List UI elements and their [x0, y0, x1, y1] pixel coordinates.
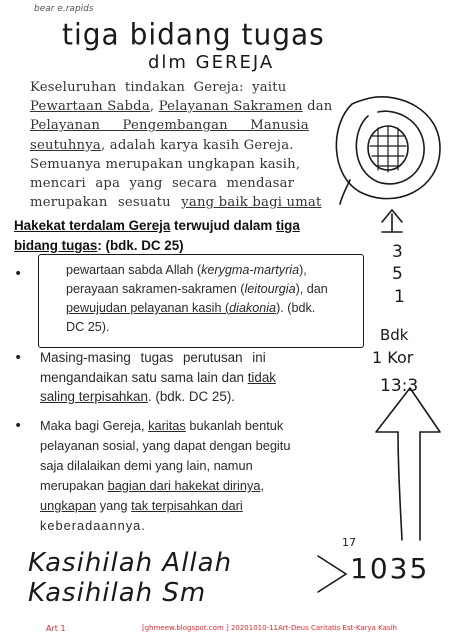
text: pewujudan pelayanan kasih ( [66, 301, 230, 315]
intro-line [30, 136, 348, 155]
text: bukanlah bentuk [185, 418, 284, 433]
bullet-dot: • [14, 418, 23, 434]
bullet-line [40, 476, 290, 496]
bullet-line: pelayanan sosial, yang dapat dengan begitu [40, 438, 291, 453]
margin-number: 5 [392, 264, 403, 284]
link-pelayanan-sakramen: Pelayanan Sakramen [158, 99, 303, 115]
intro-line: Pelayanan Pengembangan Manusia [30, 118, 309, 134]
handwritten-footer-line1: Kasihilah Allah [28, 548, 233, 578]
bullet-line [40, 387, 276, 407]
text: , [260, 478, 265, 493]
text: pewartaan sabda Allah ( [66, 263, 202, 277]
text: ), dan [295, 282, 328, 296]
intro-line: Keseluruhan tindakan Gereja: yaitu [30, 80, 287, 95]
intro-text: , [149, 99, 159, 115]
intro-line: Semuanya merupakan ungkapan kasih, [30, 156, 301, 172]
bullet-line: Masing-masing tugas perutusan ini [40, 350, 266, 365]
text: saling terpisahkan [40, 389, 148, 404]
bullet-2-text [40, 348, 276, 407]
footer-center: [ghmeew.blogspot.com ] 20201010-11Art-Deus Caritatis Est-Karya Kasih [142, 624, 397, 632]
text: yang [96, 498, 132, 513]
bullet-line: keberadaannya. [40, 518, 146, 533]
text: ungkapan [40, 498, 97, 513]
text: bagian dari hakekat dirinya [107, 478, 261, 493]
intro-paragraph [30, 78, 348, 212]
bullet-line [40, 416, 290, 436]
handwritten-ref: 1035 [350, 552, 430, 585]
text: karitas [148, 418, 186, 433]
margin-number: 1 [394, 287, 405, 307]
intro-line [30, 193, 348, 212]
intro-line: mencari apa yang secara mendasar [30, 176, 295, 192]
margin-number: 3 [392, 242, 403, 262]
bullet-line [66, 299, 328, 318]
heading-part: : (bdk. DC 25) [97, 237, 184, 253]
text: . (bdk. DC 25). [147, 389, 236, 404]
text-italic: kerygma-martyria [201, 263, 300, 277]
heading-line [14, 236, 300, 256]
bullet-line [66, 280, 328, 299]
margin-note: Bdk [380, 326, 409, 344]
heading-line [14, 216, 300, 236]
handwritten-title-line1: tiga bidang tugas [62, 17, 325, 52]
intro-text: merupakan sesuatu [30, 195, 182, 211]
bullet-line [40, 496, 290, 516]
text: tak terpisahkan dari [131, 498, 243, 513]
margin-note: 1 Kor [372, 348, 414, 367]
bullet-dot: • [14, 266, 23, 282]
footer-left: Art 1 [46, 624, 66, 633]
text: perayaan sakramen-sakramen ( [66, 282, 245, 296]
text: ), [299, 263, 307, 277]
text-italic: leitourgia [244, 282, 296, 296]
handwritten-title-line2: dlm GEREJA [148, 52, 275, 73]
scribble-top: bear e.rapids [34, 4, 94, 14]
heading-part: terwujud dalam [170, 218, 276, 233]
handwritten-footer-line2: Kasihilah Sm [28, 578, 207, 608]
text-italic: diakonia [229, 301, 277, 315]
heading-part: Hakekat terdalam Gereja [14, 218, 171, 233]
section-heading [14, 216, 300, 255]
text: Maka bagi Gereja, [40, 418, 149, 433]
text: tidak [247, 369, 276, 385]
bullet-dot: • [14, 350, 23, 366]
intro-line [30, 97, 348, 116]
link-seutuhnya: seutuhnya [30, 137, 101, 153]
text: mengandaikan satu sama lain dan [40, 369, 248, 385]
heading-part: tiga [275, 218, 300, 233]
link-yang-baik: yang baik bagi umat [181, 195, 322, 211]
text: merupakan [40, 478, 108, 493]
heading-part: bidang tugas [14, 237, 98, 253]
intro-text: dan [302, 99, 333, 115]
margin-note: 13:3 [380, 376, 419, 396]
intro-text: , adalah karya kasih Gereja. [100, 137, 294, 153]
bullet-line: saja dilalaikan demi yang lain, namun [40, 458, 253, 473]
text: ). (bdk. [276, 301, 316, 315]
link-pewartaan-sabda: Pewartaan Sabda [30, 99, 150, 115]
bullet-1-text [66, 261, 328, 337]
bullet-line: DC 25). [66, 320, 110, 334]
bullet-line [66, 261, 328, 280]
bullet-3-text [40, 416, 290, 536]
handwritten-ref-sup: 17 [342, 536, 356, 549]
bullet-line [40, 368, 276, 388]
